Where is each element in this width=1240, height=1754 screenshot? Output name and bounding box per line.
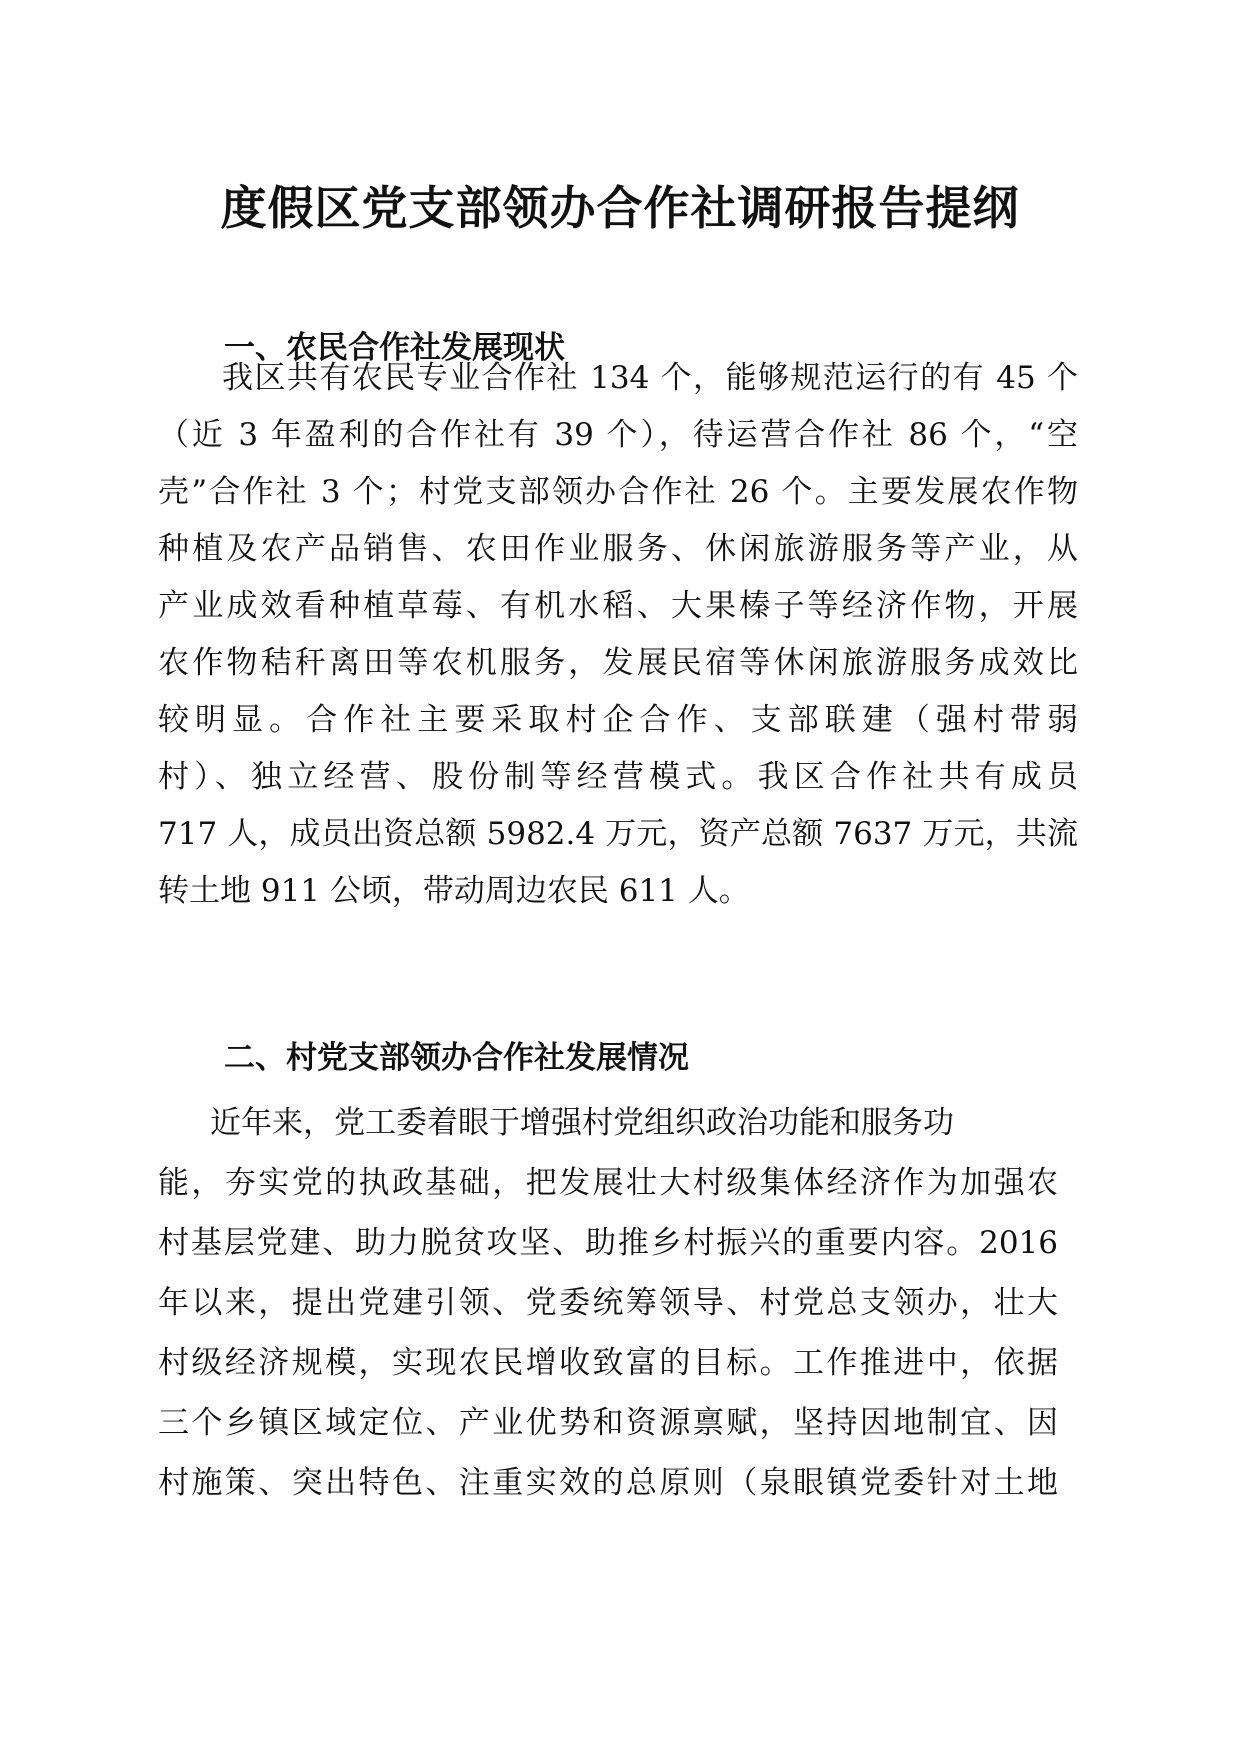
paragraph-line: 较明显。合作社主要采取村企合作、支部联建（强村带弱: [158, 702, 1078, 738]
paragraph-line: 村施策、突出特色、注重实效的总原则（泉眼镇党委针对土地: [158, 1465, 1058, 1501]
paragraph-line: 农作物秸秆离田等农机服务，发展民宿等休闲旅游服务成效比: [158, 645, 1078, 681]
section-heading-2: 二、村党支部领办合作社发展情况: [224, 1040, 689, 1076]
paragraph-line: （近 3 年盈利的合作社有 39 个），待运营合作社 86 个，“空: [158, 417, 1078, 453]
paragraph-line: 种植及农产品销售、农田作业服务、休闲旅游服务等产业，从: [158, 531, 1078, 567]
paragraph-line: 转土地 911 公顷，带动周边农民 611 人。: [158, 873, 750, 909]
paragraph-line: 村）、独立经营、股份制等经营模式。我区合作社共有成员: [158, 759, 1078, 795]
section-heading-1: 一、农民合作社发展现状: [224, 330, 565, 366]
paragraph-line: 村基层党建、助力脱贫攻坚、助推乡村振兴的重要内容。2016: [158, 1225, 1058, 1261]
paragraph-line: 我区共有农民专业合作社 134 个，能够规范运行的有 45 个: [222, 360, 1078, 396]
paragraph-line: 近年来，党工委着眼于增强村党组织政治功能和服务功: [210, 1105, 954, 1141]
document-title: 度假区党支部领办合作社调研报告提纲: [220, 181, 1020, 235]
paragraph-line: 717 人，成员出资总额 5982.4 万元，资产总额 7637 万元，共流: [158, 816, 1078, 852]
paragraph-line: 村级经济规模，实现农民增收致富的目标。工作推进中，依据: [158, 1345, 1058, 1381]
paragraph-line: 壳”合作社 3 个；村党支部领办合作社 26 个。主要发展农作物: [158, 474, 1078, 510]
paragraph-line: 产业成效看种植草莓、有机水稻、大果榛子等经济作物，开展: [158, 588, 1078, 624]
paragraph-line: 能，夯实党的执政基础，把发展壮大村级集体经济作为加强农: [158, 1165, 1058, 1201]
paragraph-line: 年以来，提出党建引领、党委统筹领导、村党总支领办，壮大: [158, 1285, 1058, 1321]
paragraph-line: 三个乡镇区域定位、产业优势和资源禀赋，坚持因地制宜、因: [158, 1405, 1058, 1441]
